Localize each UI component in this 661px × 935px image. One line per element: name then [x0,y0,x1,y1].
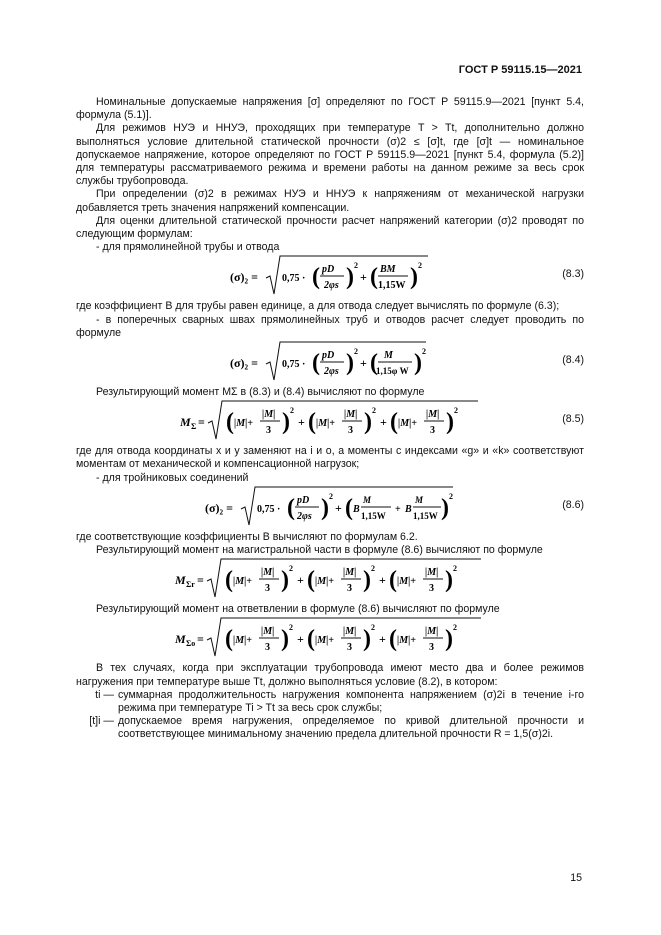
svg-text:M: M [363,494,372,505]
svg-text:): ) [414,350,422,377]
svg-text:0,75 ·: 0,75 · [282,273,306,285]
svg-text:+: + [360,270,367,285]
svg-text:): ) [363,567,371,594]
svg-text:3: 3 [430,425,435,437]
svg-text:): ) [446,409,454,436]
equation-number: (8.3) [562,268,584,281]
svg-text:+: + [297,573,304,588]
svg-text:|M|+: |M|+ [233,576,252,588]
svg-text:BM: BM [380,264,396,276]
page-number: 15 [570,872,582,884]
svg-text:|M|: |M| [343,567,357,579]
svg-text:): ) [346,350,354,377]
svg-text:3: 3 [265,642,270,654]
svg-text:(: ( [390,409,398,436]
svg-text:=: = [198,415,205,430]
svg-text:): ) [445,626,453,653]
equation-number: (8.6) [562,498,584,511]
paragraph-7: - в поперечных сварных швах прямолинейных труб и отводов расчет следует проводить по формуле [76,313,584,339]
svg-text:|M|: |M| [261,626,275,638]
paragraph-1: Номинальные допускаемые напряжения [σ] определяют по ГОСТ Р 59115.9—2021 [пункт 5.4, формула (5.1)]. [76,96,584,122]
svg-text:2: 2 [289,623,293,633]
paragraph-11: где соответствующие коэффициенты B вычисляют по формулам 6.2. [76,530,418,543]
svg-text:): ) [445,567,453,594]
paragraph-9: где для отвода координаты x и y заменяют на i и o, а моменты с индексами «g» и «k» соответствуют моментам от механической и компенсационной нагрузок; [76,445,584,471]
svg-text:(: ( [312,264,320,291]
equation-8-6 [76,485,584,531]
svg-text:(: ( [307,567,315,594]
svg-text:+: + [379,632,386,647]
definition-list [76,689,584,742]
svg-text:|M|: |M| [343,626,357,638]
definition-body: допускаемое время нагружения, определяемое по кривой длительной прочности и соответствующее минимальному значению предела длительной прочности R = 1,5(σ)2i. [118,715,584,741]
definition-item [76,689,584,715]
svg-text:|M|: |M| [262,409,276,421]
paragraph-3: При определении (σ)2 в режимах НУЭ и ННУЭ к напряжениям от механической нагрузки добавляется треть значения напряжений компенсации. [76,188,584,214]
svg-text:|M|+: |M|+ [233,635,252,647]
paragraph-10: - для тройниковых соединений [96,471,249,484]
svg-text:): ) [321,494,329,521]
svg-text:+: + [395,503,401,515]
formula [76,340,584,387]
svg-text:): ) [363,626,371,653]
svg-text:2: 2 [289,564,293,574]
svg-text:3: 3 [266,425,271,437]
svg-text:(: ( [308,409,316,436]
svg-text:|M|: |M| [426,409,440,421]
paragraph-2: Для режимов НУЭ и ННУЭ, проходящих при температуре T > Tt, дополнительно должно выполняться условие длительной статической прочности (σ)2 ≤ [σ]t, где [σ]t — номинальное допускаемое напряжение, которое определяют по ГОСТ Р 59115.9—2021 [пункт 5.4, формула (5.2)] для температуры рассматриваемого режима и времени работы на данном режиме за весь срок службы трубопровода. [76,122,584,188]
formula-m-sigma-r-graphic [175,557,485,601]
svg-text:2: 2 [453,564,457,574]
formula [76,254,584,301]
svg-text:1,15W: 1,15W [413,510,438,521]
svg-text:B: B [353,503,360,515]
equation-8-3 [76,254,584,300]
svg-text:2: 2 [329,491,333,501]
svg-text:3: 3 [348,425,353,437]
svg-text:2: 2 [354,347,358,357]
svg-text:pD: pD [297,494,310,506]
paragraph-12: Результирующий момент на магистральной части в формуле (8.6) вычисляют по формуле [96,544,543,557]
svg-text:2: 2 [372,406,376,416]
svg-text:(: ( [345,494,353,521]
svg-text:2: 2 [290,406,294,416]
svg-text:Σ: Σ [191,422,197,432]
definition-term: [t]i — [89,715,114,728]
paragraph-13: Результирующий момент на ответвлении в формуле (8.6) вычисляют по формуле [96,603,500,616]
svg-text:(: ( [225,626,233,653]
svg-text:+: + [360,356,367,371]
svg-text:Σr: Σr [186,580,195,590]
svg-text:2: 2 [449,491,453,501]
svg-text:(: ( [225,567,233,594]
equation-m-sigma-r [76,557,584,603]
svg-text:M: M [175,632,186,647]
svg-text:2: 2 [371,564,375,574]
svg-text:0,75 ·: 0,75 · [282,359,306,371]
formula [76,399,584,446]
svg-text:|M|: |M| [425,626,439,638]
svg-text:(: ( [370,350,378,377]
svg-text:(σ)₂ =: (σ)₂ = [205,500,233,515]
svg-text:): ) [281,626,289,653]
svg-text:1,15W: 1,15W [361,510,386,521]
document-header: ГОСТ Р 59115.15—2021 [458,64,582,76]
formula [76,616,584,663]
formula-8-6-graphic [205,485,455,529]
paragraph-8: Результирующий момент MΣ в (8.3) и (8.4) вычисляют по формуле [96,386,425,399]
svg-text:|M|: |M| [261,567,275,579]
svg-text:(: ( [312,350,320,377]
svg-text:(: ( [389,567,397,594]
svg-text:(σ)₂ =: (σ)₂ = [230,270,258,285]
page-body [76,96,584,742]
svg-text:|M|+: |M|+ [397,576,416,588]
svg-text:3: 3 [347,583,352,595]
svg-text:pD: pD [322,350,335,362]
svg-text:M: M [175,573,186,588]
formula-8-4-graphic [230,340,430,384]
svg-text:|M|+: |M|+ [315,576,334,588]
definition-body: суммарная продолжительность нагружения компонента напряжением (σ)2i в течение i-го режима при температуре Ti > Tt за весь срок службы; [118,688,584,715]
svg-text:2φs: 2φs [297,510,312,522]
svg-text:(: ( [370,264,378,291]
paragraph-5: - для прямолинейной трубы и отвода [96,241,280,254]
svg-text:pD: pD [322,264,335,276]
svg-text:(: ( [389,626,397,653]
svg-text:2: 2 [371,623,375,633]
formula [76,485,584,532]
formula-8-3-graphic [230,254,430,298]
formula-8-5-graphic [180,399,480,443]
svg-text:): ) [364,409,372,436]
equation-8-5 [76,399,584,445]
svg-text:M: M [415,494,424,505]
svg-text:): ) [281,567,289,594]
paragraph-6: где коэффициент B для трубы равен единице, а для отвода следует вычислять по формуле (6.3); [76,300,560,313]
definition-item [76,715,584,741]
svg-text:): ) [441,494,449,521]
svg-text:+: + [379,573,386,588]
svg-text:1,15W: 1,15W [378,280,406,292]
svg-text:): ) [282,409,290,436]
svg-text:2φs: 2φs [324,280,339,292]
svg-text:3: 3 [429,642,434,654]
svg-text:M: M [180,415,191,430]
svg-text:2: 2 [453,623,457,633]
svg-text:3: 3 [265,583,270,595]
svg-text:0,75 ·: 0,75 · [257,503,281,515]
svg-text:2φs: 2φs [324,366,339,378]
svg-text:M: M [384,350,393,362]
equation-number: (8.4) [562,354,584,367]
svg-text:=: = [197,573,204,588]
svg-text:): ) [346,264,354,291]
svg-text:2: 2 [418,261,422,271]
equation-m-sigma-o [76,616,584,662]
svg-text:+: + [335,500,342,515]
svg-text:1,15φ W: 1,15φ W [376,366,409,377]
svg-text:|M|+: |M|+ [398,418,417,430]
svg-text:=: = [197,632,204,647]
formula [76,557,584,604]
svg-text:|M|: |M| [425,567,439,579]
svg-text:(: ( [287,494,295,521]
svg-text:B: B [405,503,412,515]
svg-text:3: 3 [429,583,434,595]
svg-text:Σo: Σo [186,639,196,649]
svg-text:2: 2 [454,406,458,416]
svg-text:(σ)₂ =: (σ)₂ = [230,356,258,371]
svg-text:|M|+: |M|+ [316,418,335,430]
formula-m-sigma-o-graphic [175,616,485,660]
svg-text:|M|+: |M|+ [397,635,416,647]
paragraph-14: В тех случаях, когда при эксплуатации трубопровода имеют место два и более режимов нагружения при температуре выше Tt, должно выполняться условие (8.2), в котором: [76,662,584,688]
svg-text:2: 2 [354,261,358,271]
equation-number: (8.5) [562,413,584,426]
svg-text:|M|+: |M|+ [234,418,253,430]
definition-term: ti — [95,688,114,701]
svg-text:2: 2 [422,347,426,357]
svg-text:+: + [298,415,305,430]
svg-text:3: 3 [347,642,352,654]
svg-text:(: ( [307,626,315,653]
svg-text:): ) [410,264,418,291]
svg-text:|M|: |M| [344,409,358,421]
svg-text:+: + [380,415,387,430]
svg-text:(: ( [226,409,234,436]
svg-text:|M|+: |M|+ [315,635,334,647]
equation-8-4 [76,340,584,386]
svg-text:+: + [297,632,304,647]
paragraph-4: Для оценки длительной статической прочности расчет напряжений категории (σ)2 проводят по следующим формулам: [76,214,584,241]
